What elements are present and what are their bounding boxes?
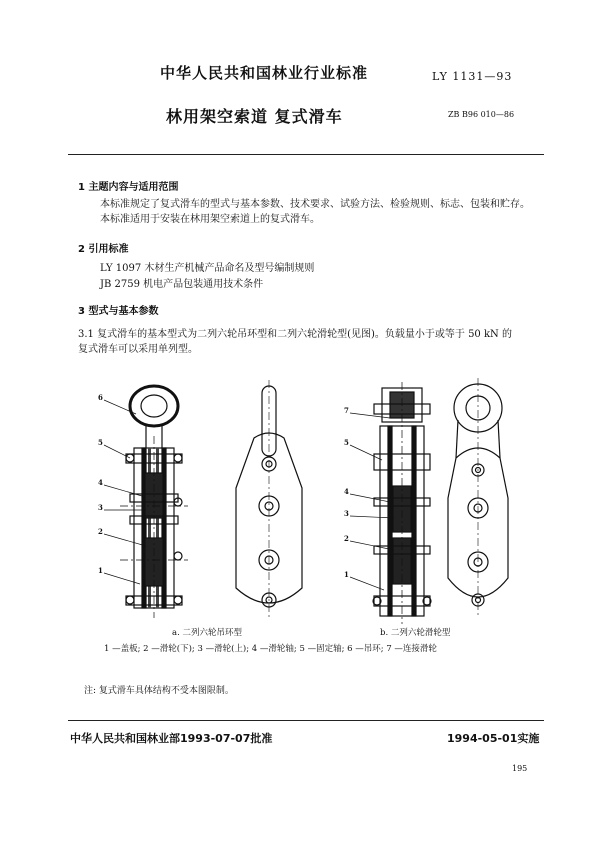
reference-item: LY 1097 木材生产机械产品命名及型号编制规则 [100, 263, 315, 274]
footer-rule [68, 720, 544, 721]
label-b-4: 4 [344, 487, 349, 496]
label-b-2: 2 [344, 534, 349, 543]
label-a-5: 5 [98, 438, 103, 447]
section1-para1: 本标准规定了复式滑车的型式与基本参数、技术要求、试验方法、检验规则、标志、包装和贮存。 [100, 199, 530, 210]
org-standard-title: 中华人民共和国林业行业标准 [160, 64, 369, 82]
caption-b: b. 二列六轮滑轮型 [380, 628, 451, 638]
pulley-block-figure [90, 378, 530, 640]
label-a-1: 1 [98, 566, 103, 575]
clause-3-1-line2: 复式滑车可以采用单列型。 [78, 344, 198, 355]
label-b-3: 3 [344, 509, 349, 518]
section2-heading: 2 引用标准 [78, 244, 129, 255]
effective-date: 1994-05-01实施 [447, 732, 540, 745]
section1-para2: 本标准适用于安装在林用架空索道上的复式滑车。 [100, 214, 320, 225]
pulley-type-side-view [350, 382, 431, 624]
clause-3-1-line1: 3.1 复式滑车的基本型式为二列六轮吊环型和二列六轮滑轮型(见图)。负载量小于或等于 50 kN 的 [78, 329, 512, 340]
caption-a: a. 二列六轮吊环型 [172, 628, 242, 638]
document-title: 林用架空索道 复式滑车 [166, 107, 343, 126]
ring-type-front-view [236, 380, 302, 618]
section1-heading: 1 主题内容与适用范围 [78, 182, 179, 193]
standard-number: LY 1131—93 [432, 70, 513, 83]
header-rule [68, 154, 544, 155]
page-number: 195 [512, 764, 528, 773]
reference-item: JB 2759 机电产品包装通用技术条件 [100, 279, 264, 290]
label-b-1: 1 [344, 570, 349, 579]
label-a-6: 6 [98, 393, 103, 402]
zb-code: ZB B96 010—86 [448, 110, 515, 119]
label-a-4: 4 [98, 478, 103, 487]
label-b-5: 5 [344, 438, 349, 447]
section3-heading: 3 型式与基本参数 [78, 306, 159, 317]
label-a-2: 2 [98, 527, 103, 536]
figure-note: 注: 复式滑车具体结构不受本图限制。 [84, 686, 234, 696]
pulley-type-front-view [448, 378, 508, 618]
label-a-3: 3 [98, 503, 103, 512]
approval-line: 中华人民共和国林业部1993-07-07批准 [70, 732, 273, 745]
figure-legend: 1 —盖板; 2 —滑轮(下); 3 —滑轮(上); 4 —滑轮轴; 5 —固定轴; 6 —吊环; 7 —连接滑轮 [104, 644, 437, 654]
ring-type-side-view [104, 386, 188, 618]
label-b-7: 7 [344, 406, 349, 415]
